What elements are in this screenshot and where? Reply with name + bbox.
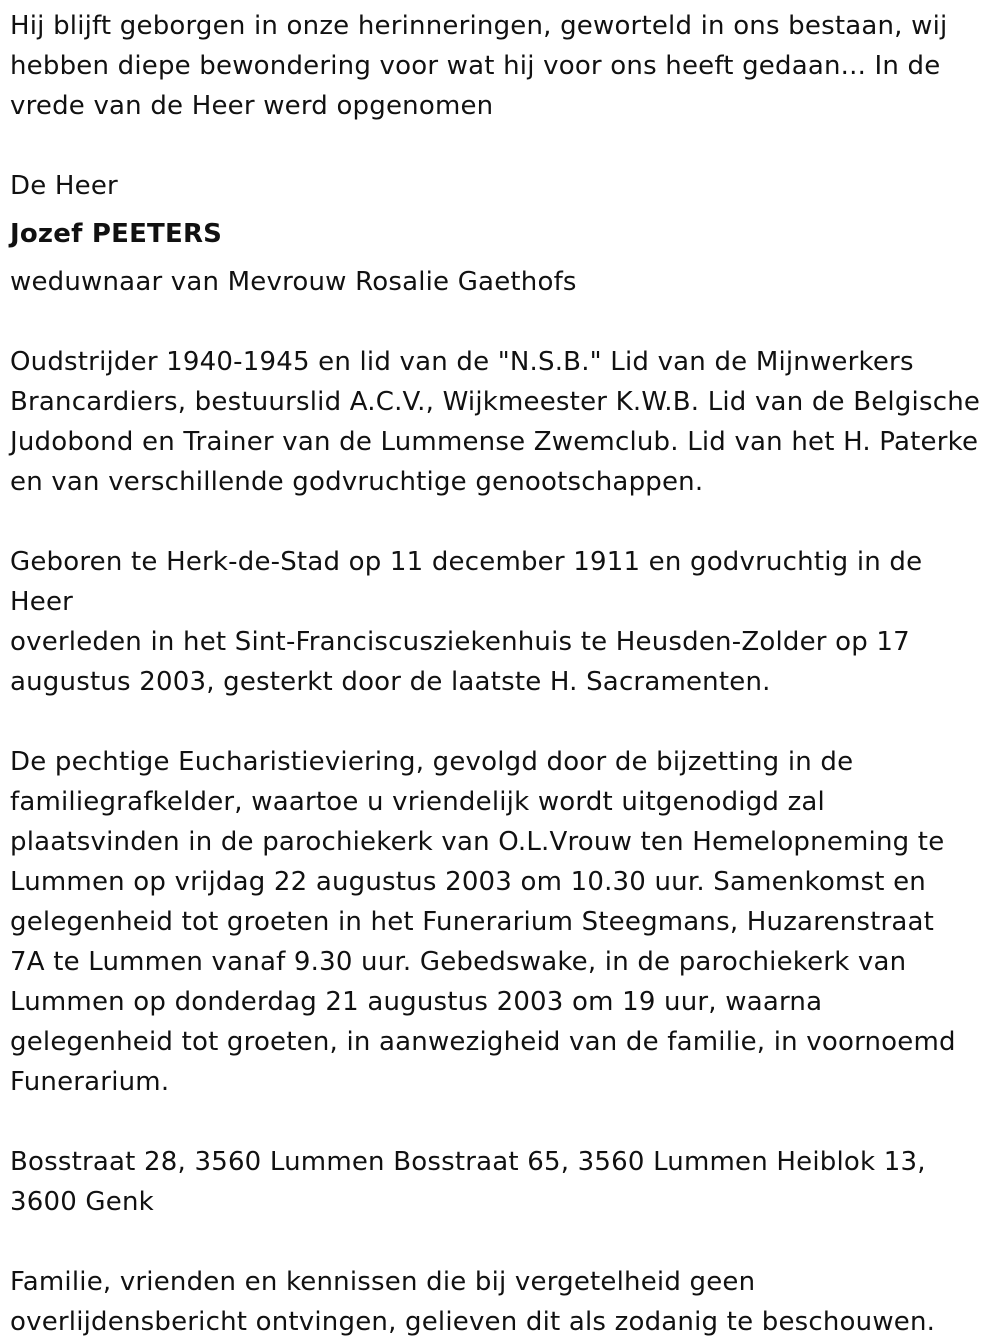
spacer [10,502,990,542]
service-paragraph: De pechtige Eucharistieviering, gevolgd door de bijzetting in de familiegrafkelder, waartoe u vriendelijk wordt uitgenodigd zal plaatsvinden in de parochiekerk van O.L.Vrouw ten Hemelopneming te Lummen op vrijdag 22 augustus 2003 om 10.30 uur. Samenkomst en gelegenheid tot groeten in het Funerarium Steegmans, Huzarenstraat 7A te Lummen vanaf 9.30 uur. Gebedswake, in de parochiekerk van Lummen op donderdag 21 augustus 2003 om 19 uur, waarna gelegenheid tot groeten, in aanwezigheid van de familie, in voornoemd Funerarium. [10,747,956,1097]
closing-paragraph: Familie, vrienden en kennissen die bij vergetelheid geen overlijdensbericht ontvingen, gelieven dit als zodanig te beschouwen. [10,1267,936,1337]
addresses-paragraph: Bosstraat 28, 3560 Lummen Bosstraat 65, 3560 Lummen Heiblok 13, 3600 Genk [10,1147,926,1217]
spacer [10,1102,990,1142]
spacer [10,302,990,342]
deceased-name: Jozef PEETERS [10,219,223,249]
spacer [10,126,990,166]
spacer [10,1222,990,1262]
memberships-paragraph: Oudstrijder 1940-1945 en lid van de "N.S.B." Lid van de Mijnwerkers Brancardiers, bestuurslid A.C.V., Wijkmeester K.W.B. Lid van de Belgische Judobond en Trainer van de Lummense Zwemclub. Lid van het H. Paterke en van verschillende godvruchtige genootschappen. [10,347,981,497]
spacer [10,702,990,742]
relation-line: weduwnaar van Mevrouw Rosalie Gaethofs [10,267,577,297]
intro-paragraph: Hij blijft geborgen in onze herinneringen, geworteld in ons bestaan, wij hebben diepe bewondering voor wat hij voor ons heeft gedaan... In de vrede van de Heer werd opgenomen [10,11,948,121]
birth-death-paragraph: Geboren te Herk-de-Stad op 11 december 1911 en godvruchtig in de Heer overleden in het Sint-Franciscusziekenhuis te Heusden-Zolder op 17 augustus 2003, gesterkt door de laatste H. Sacramenten. [10,547,923,697]
salutation: De Heer [10,171,118,201]
